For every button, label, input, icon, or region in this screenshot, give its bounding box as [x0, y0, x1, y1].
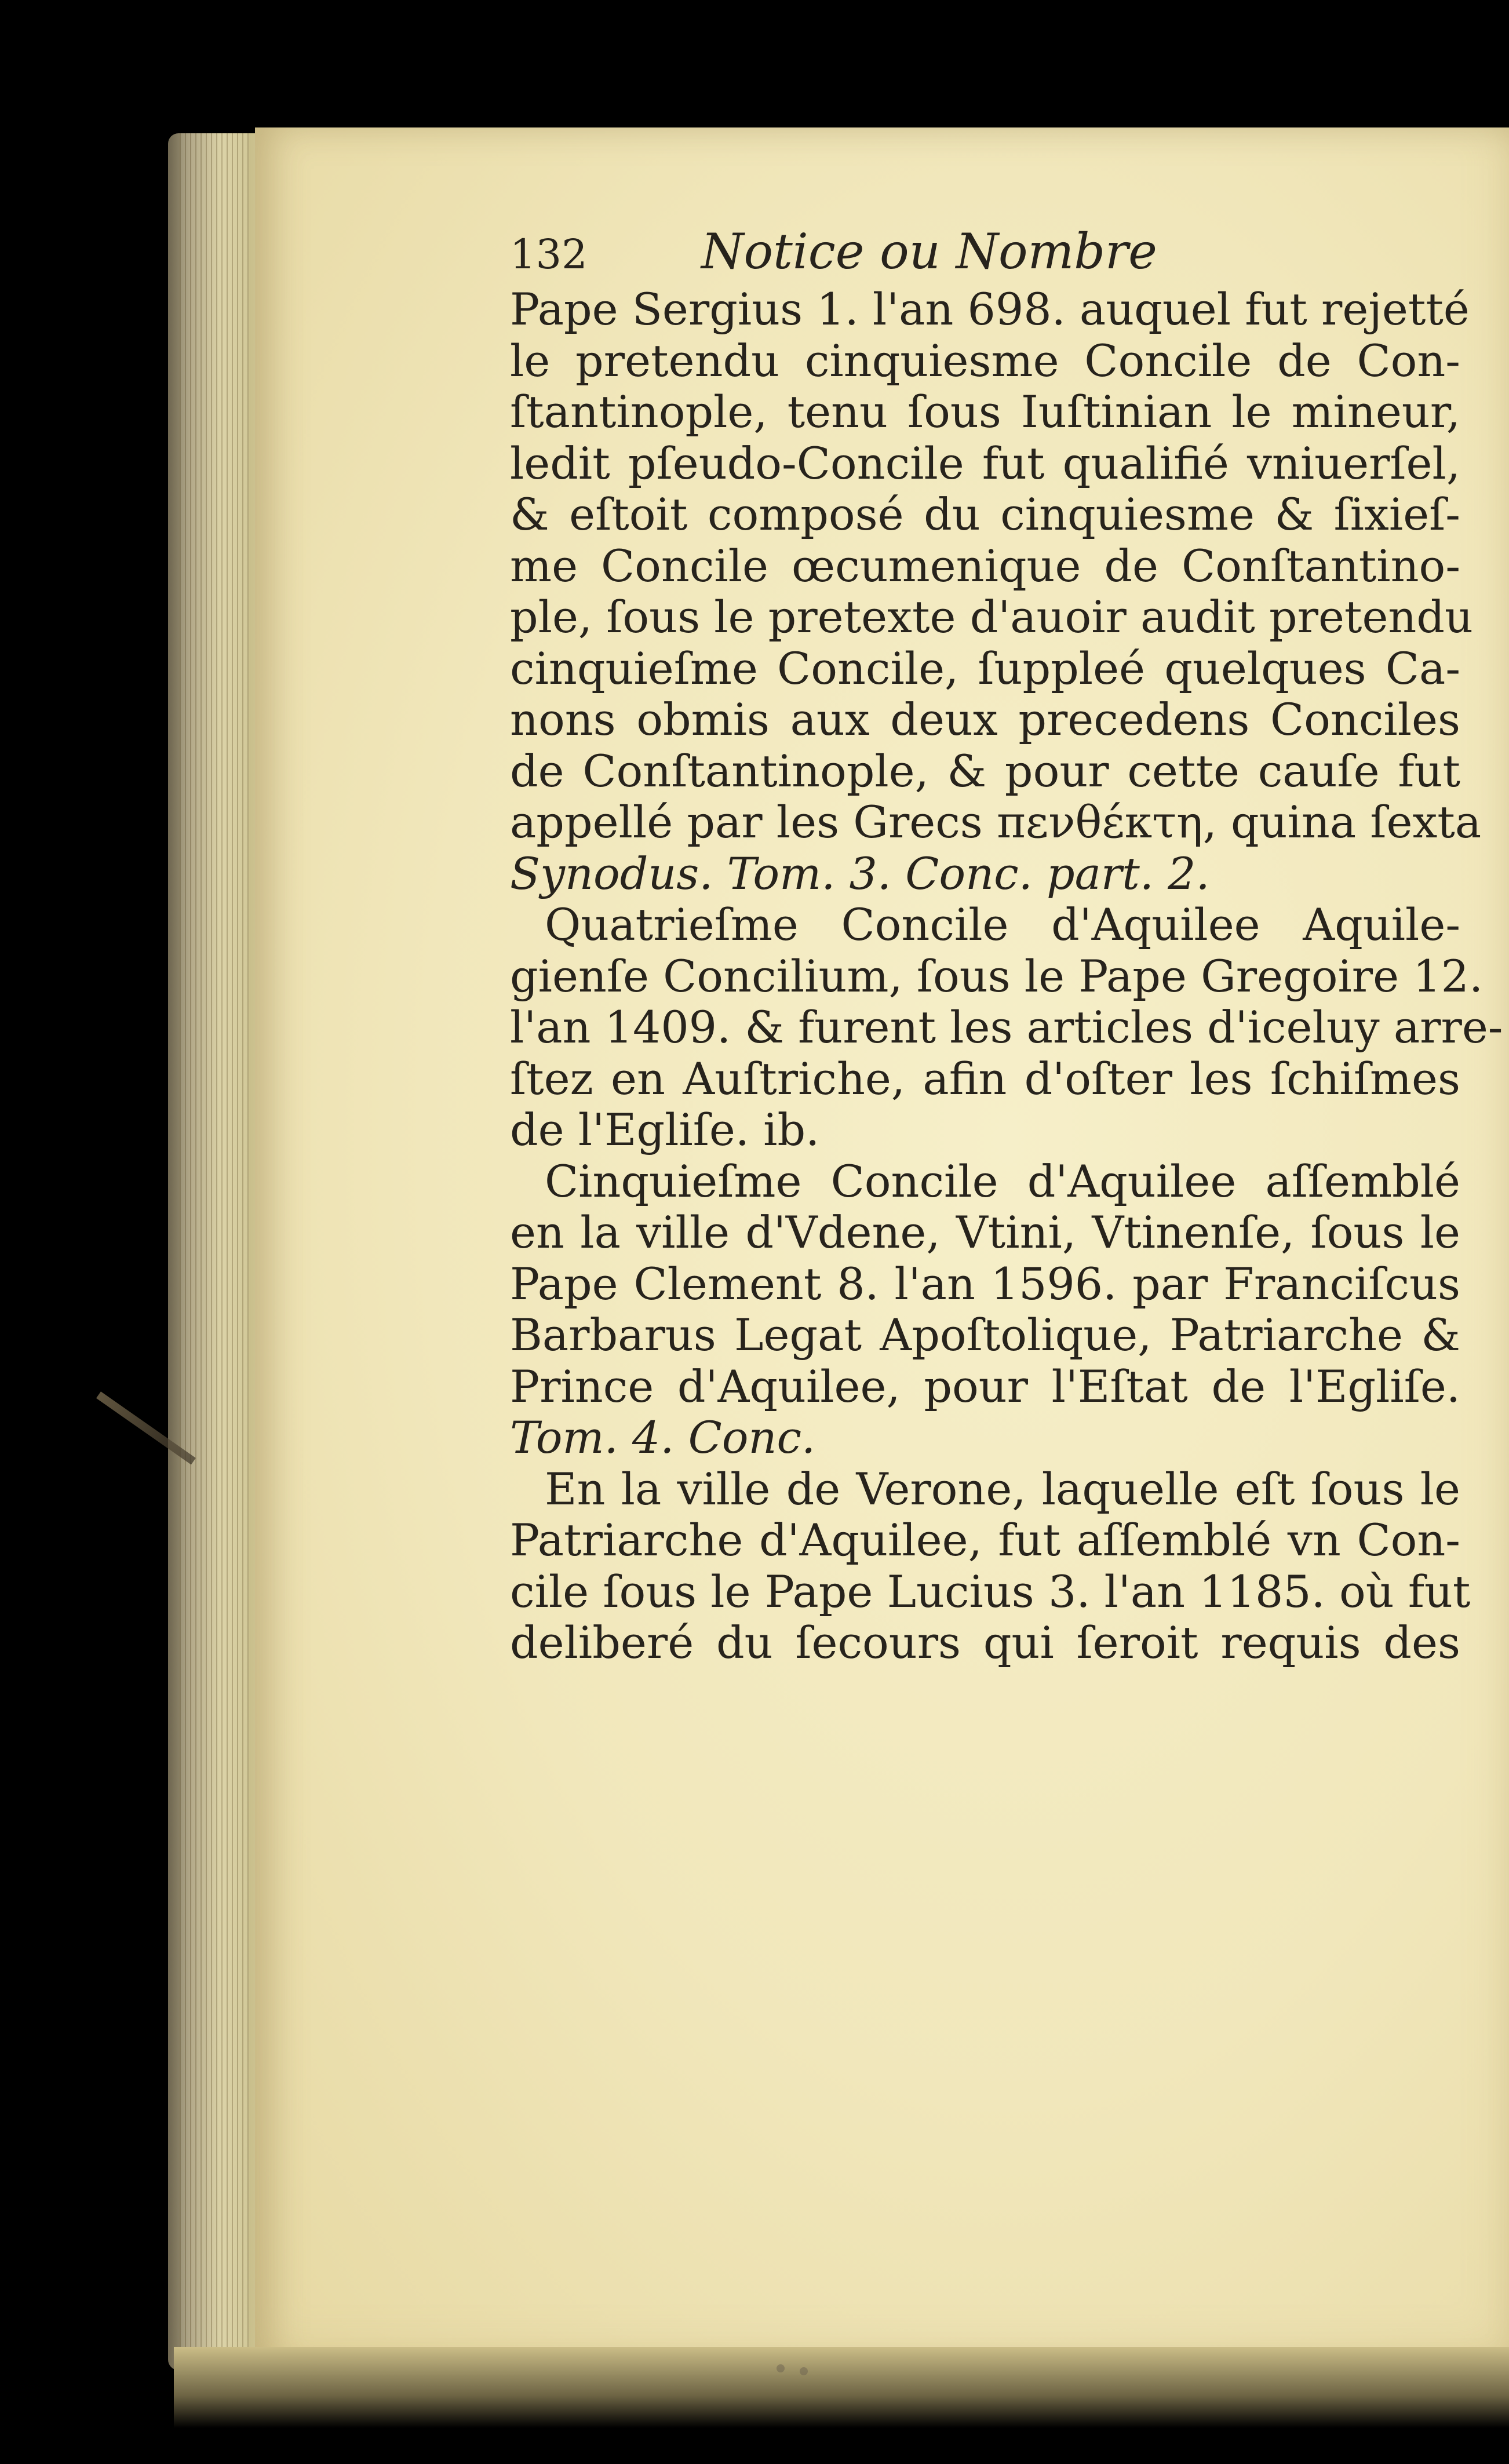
text-line: l'an 1409. & furent les articles d'iceluy arre-: [510, 1001, 1503, 1053]
citation-line: Tom. 4. Conc.: [510, 1412, 816, 1463]
text-line: Prince d'Aquilee, pour l'Eſtat de l'Egliſe.: [510, 1360, 1460, 1412]
text-line: Pape Clement 8. l'an 1596. par Franciſcus: [510, 1257, 1460, 1310]
text-line: de Conſtantinople, & pour cette cauſe fut: [510, 745, 1460, 797]
text-line: Patriarche d'Aquilee, fut aſſemblé vn Con-: [510, 1514, 1460, 1566]
ink-spot: [800, 2367, 808, 2375]
page-header: [510, 223, 1460, 284]
text-line: gienſe Concilium, ſous le Pape Gregoire 12.: [510, 950, 1484, 1002]
text-line: ſtez en Auſtriche, afin d'oſter les ſchiſmes: [510, 1052, 1460, 1105]
paragraph-3: [510, 1156, 1460, 1464]
page-number: 132: [510, 231, 588, 278]
paragraph-1: [510, 283, 1482, 899]
text-line: & eſtoit composé du cinquiesme & ſixieſ-: [510, 489, 1460, 540]
citation-line: Synodus. Tom. 3. Conc. part. 2.: [510, 847, 1210, 899]
text-line: le pretendu cinquiesme Concile de Con-: [510, 334, 1460, 387]
text-line: Pape Sergius 1. l'an 698. auquel fut rejetté: [510, 283, 1470, 335]
text-line: ledit pſeudo-Concile fut qualifié vniuerſel,: [510, 437, 1460, 489]
text-line: nons obmis aux deux precedens Conciles: [510, 694, 1460, 745]
page-text: [510, 223, 1503, 1669]
text-line: de l'Egliſe. ib.: [510, 1104, 820, 1156]
page-bottom-shadow: [174, 2347, 1509, 2428]
text-line: cinquieſme Concile, ſuppleé quelques Ca-: [510, 642, 1460, 694]
text-line: cile ſous le Pape Lucius 3. l'an 1185. où fut: [510, 1565, 1471, 1617]
text-line: Quatrieſme Concile d'Aquilee Aquile-: [545, 899, 1460, 950]
text-line: Cinquieſme Concile d'Aquilee aſſemblé: [545, 1155, 1460, 1207]
running-title: Notice ou Nombre: [701, 223, 1157, 280]
text-line: en la ville d'Vdene, Vtini, Vtinenſe, ſous le: [510, 1207, 1460, 1258]
paragraph-4: [510, 1463, 1471, 1669]
text-line: ſtantinople, tenu ſous Iuſtinian le mineur,: [510, 386, 1460, 438]
text-line: En la ville de Verone, laquelle eſt ſous le: [545, 1463, 1460, 1515]
text-line: ple, ſous le pretexte d'auoir audit pretendu: [510, 591, 1473, 643]
text-line: Barbarus Legat Apoſtolique, Patriarche &: [510, 1309, 1460, 1361]
ink-spot: [777, 2364, 785, 2372]
paragraph-2: [510, 899, 1503, 1156]
text-line: me Concile œcumenique de Conſtantino-: [510, 540, 1460, 592]
text-line: deliberé du ſecours qui ſeroit requis des: [510, 1617, 1460, 1668]
text-line: appellé par les Grecs πενθέκτη, quina ſexta: [510, 796, 1482, 848]
